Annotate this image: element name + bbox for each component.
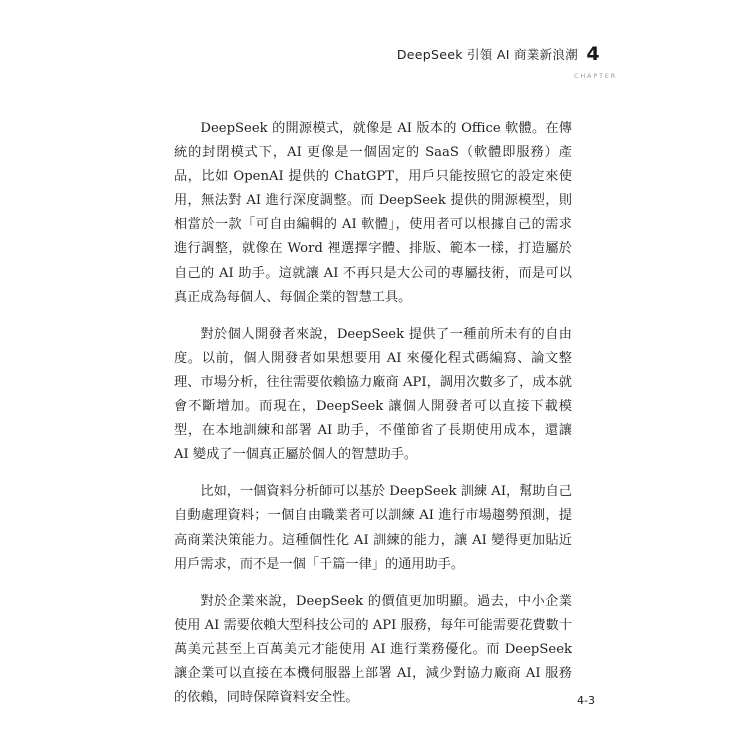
paragraph-1: DeepSeek 的開源模式，就像是 AI 版本的 Office 軟體。在傳統的封閉模式下，AI 更像是一個固定的 SaaS（軟體即服務）產品，比如 OpenAI 提供的 ChatGPT，用戶只能按照它的設定來使用，無法對 AI 進行深度調整。而 DeepSeek 提供的開源模型，則相當於一款「可自由編輯的 AI 軟體」，使用者可以根據自己的需求進行調整，就像在 Word 裡選擇字體、排版、範本一樣，打造屬於自己的 AI 助手。這就讓 AI 不再只是大公司的專屬技術，而是可以真正成為每個人、每個企業的智慧工具。	[174, 121, 572, 305]
running-header-title: DeepSeek 引領 AI 商業新浪潮	[396, 47, 578, 62]
paragraph-3: 比如，一個資料分析師可以基於 DeepSeek 訓練 AI，幫助自己自動處理資料；一個自由職業者可以訓練 AI 進行市場趨勢預測，提高商業決策能力。這種個性化 AI 訓練的能力，讓 AI 變得更加貼近用戶需求，而不是一個「千篇一律」的通用助手。	[174, 484, 572, 572]
chapter-number: 4	[586, 43, 600, 65]
page-number: 4-3	[577, 694, 595, 707]
paragraph-2: 對於個人開發者來說，DeepSeek 提供了一種前所未有的自由度。以前，個人開發者如果想要用 AI 來優化程式碼編寫、論文整理、市場分析，往往需要依賴協力廠商 API，調用次數多了，成本就會不斷增加。而現在，DeepSeek 讓個人開發者可以直接下載模型，在本地訓練和部署 AI 助手，不僅節省了長期使用成本，還讓 AI 變成了一個真正屬於個人的智慧助手。	[174, 326, 572, 463]
chapter-label: CHAPTER	[574, 72, 617, 80]
paragraph-4: 對於企業來說，DeepSeek 的價值更加明顯。過去，中小企業使用 AI 需要依賴大型科技公司的 API 服務，每年可能需要花費數十萬美元甚至上百萬美元才能使用 AI 進行業務優化。而 DeepSeek 讓企業可以直接在本機伺服器上部署 AI，減少對協力廠商 AI 服務的依賴，同時保障資料安全性。	[174, 593, 572, 706]
body-text	[174, 117, 572, 723]
chapter-number-box	[578, 40, 608, 68]
